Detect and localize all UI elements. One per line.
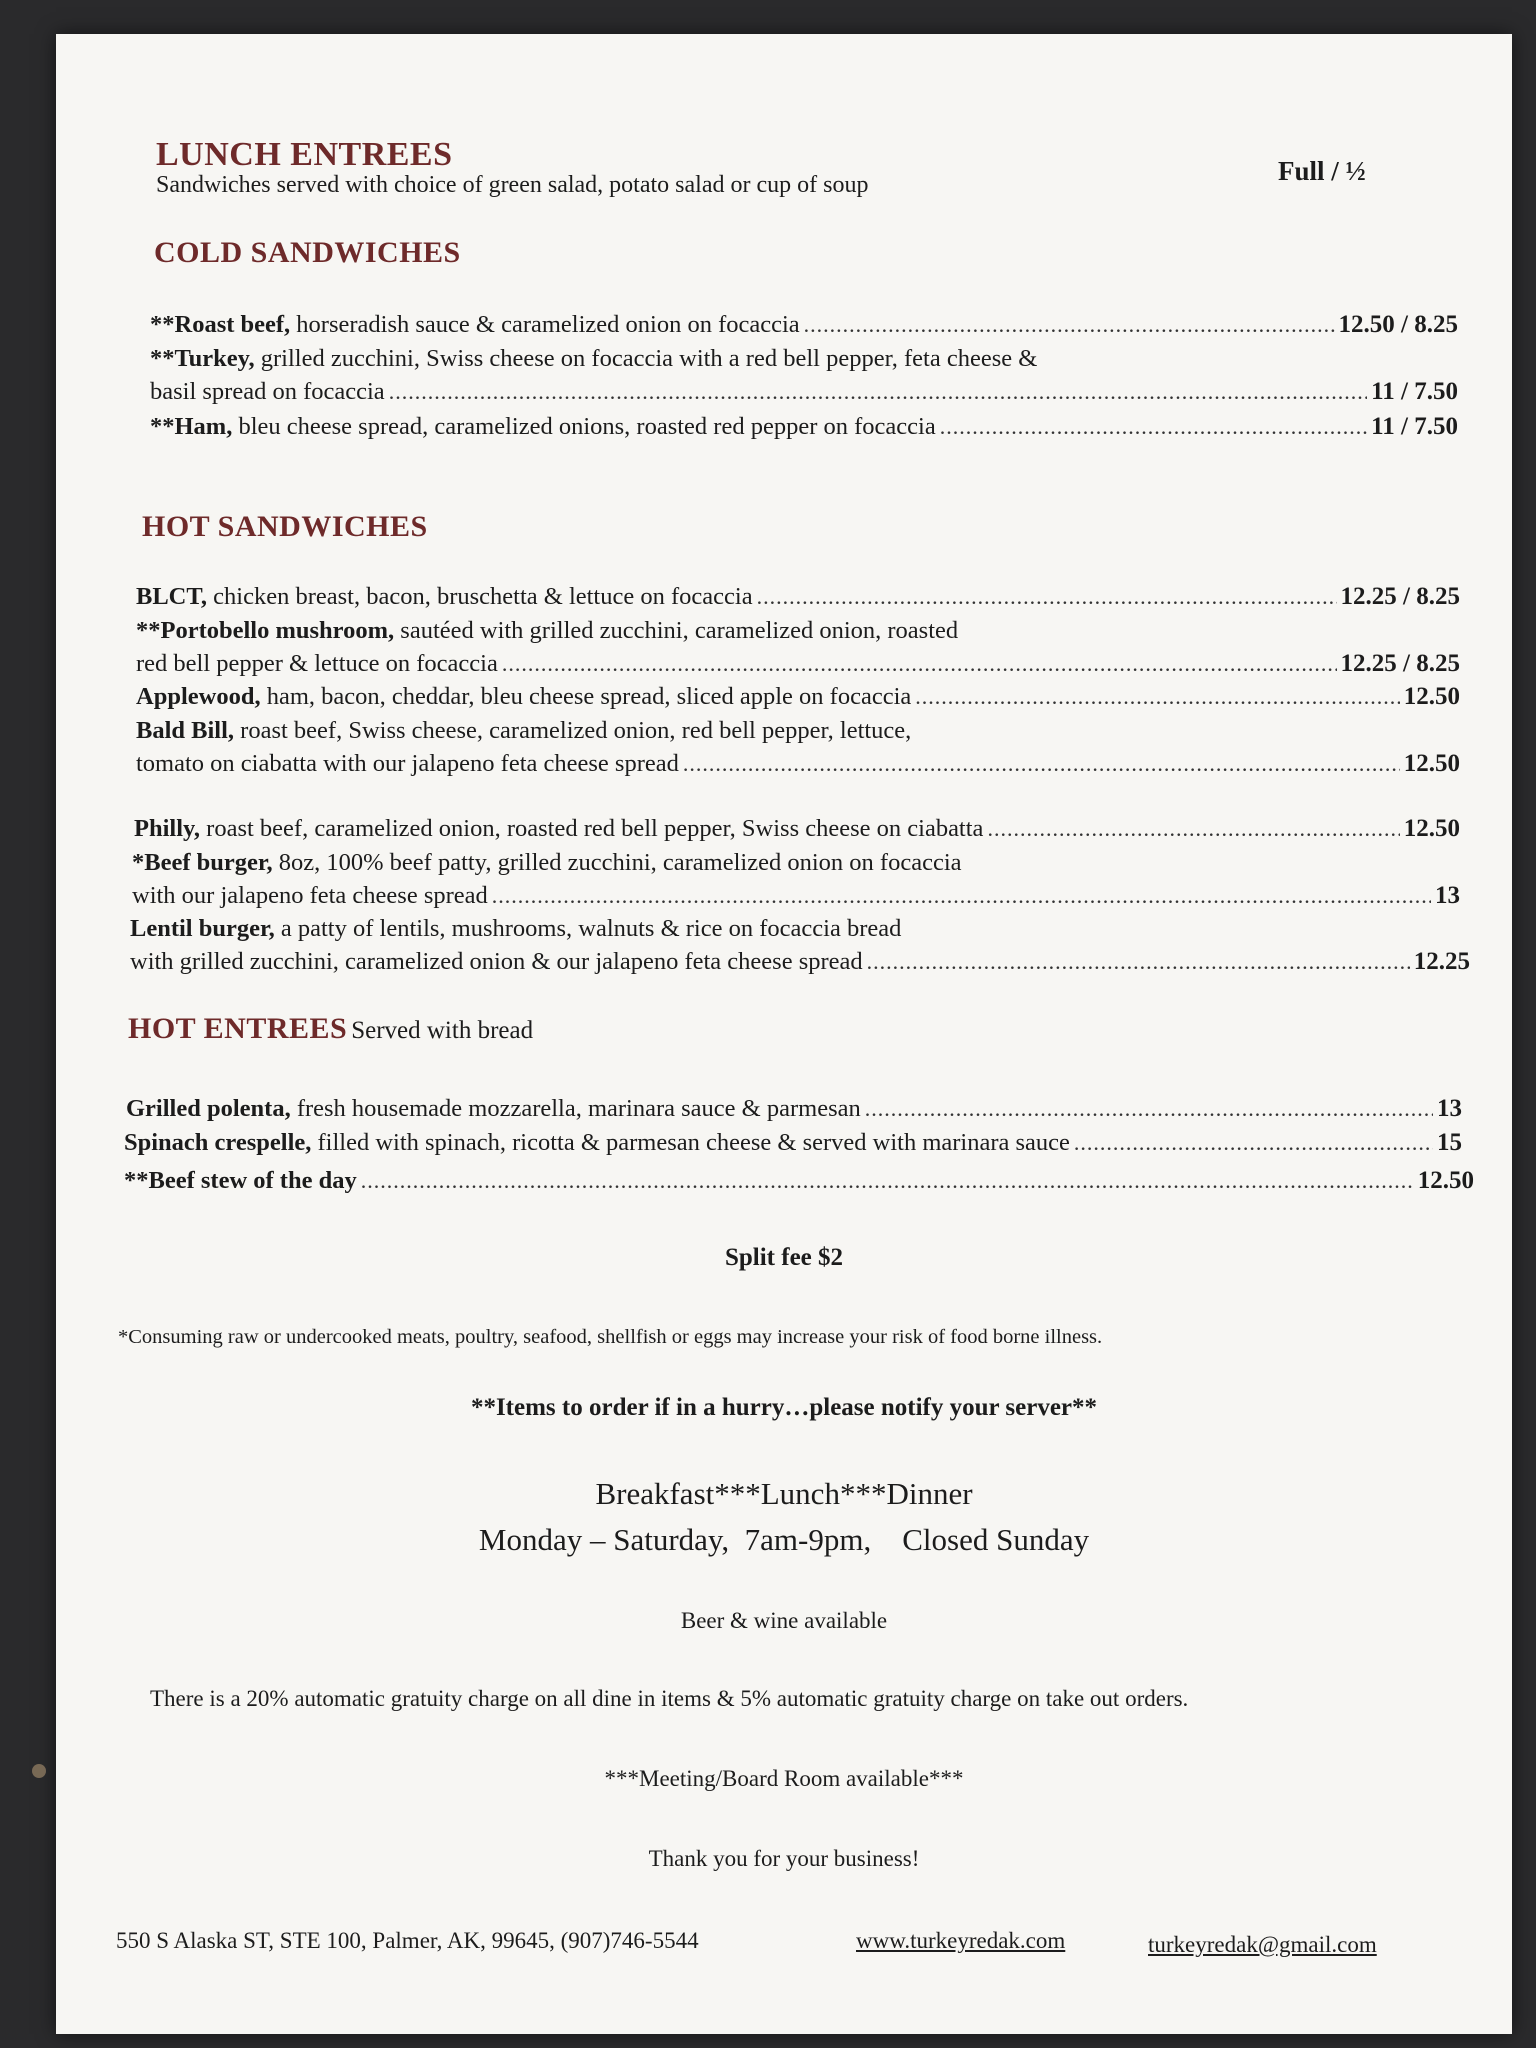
item-name: Grilled polenta, (126, 1095, 291, 1122)
item-description-cont: basil spread on focaccia (150, 378, 385, 405)
item-description: chicken breast, bacon, bruschetta & lettuce on focaccia (207, 583, 753, 610)
item-description: filled with spinach, ricotta & parmesan cheese & served with marinara sauce (311, 1129, 1070, 1156)
item-price: 13 (1435, 882, 1460, 909)
email-link[interactable]: turkeyredak@gmail.com (1148, 1932, 1377, 1957)
lunch-entrees-title: LUNCH ENTREES (156, 136, 453, 173)
size-header: Full / ½ (1278, 156, 1366, 186)
hot-sandwiches-title: HOT SANDWICHES (142, 510, 428, 543)
item-price: 12.50 (1403, 750, 1460, 777)
leader-dots (865, 1092, 1433, 1125)
menu-item (136, 580, 1460, 613)
thank-you: Thank you for your business! (648, 1846, 920, 1871)
item-name: BLCT, (136, 583, 208, 610)
hot-entrees-subtitle: Served with bread (351, 1017, 534, 1044)
menu-item (124, 1126, 1462, 1159)
item-price: 12.50 (1417, 1167, 1474, 1194)
item-price: 12.25 (1413, 948, 1470, 975)
leader-dots (804, 308, 1335, 341)
menu-item (136, 614, 1460, 680)
split-fee: Split fee $2 (724, 1244, 844, 1271)
gratuity-note: There is a 20% automatic gratuity charge on all dine in items & 5% automatic gratuity charge on take out orders. (150, 1686, 1189, 1711)
menu-item (126, 1092, 1462, 1125)
leader-dots (683, 747, 1400, 780)
cold-sandwiches-title: COLD SANDWICHES (154, 236, 461, 269)
item-price: 11 / 7.50 (1371, 413, 1458, 440)
item-name: **Ham, (150, 413, 233, 440)
item-description: grilled zucchini, Swiss cheese on focaccia with a red bell pepper, feta cheese & (254, 345, 1038, 372)
leader-dots (867, 945, 1410, 978)
menu-item (134, 812, 1460, 845)
menu-item (130, 912, 1470, 978)
item-description: a patty of lentils, mushrooms, walnuts & rice on focaccia bread (274, 915, 902, 942)
leader-dots (502, 647, 1337, 680)
menu-item (132, 846, 1460, 912)
meeting-room: ***Meeting/Board Room available*** (604, 1766, 964, 1791)
item-name: **Portobello mushroom, (136, 617, 395, 644)
item-name: **Turkey, (150, 345, 255, 372)
menu-page (56, 34, 1512, 2034)
hours: Monday – Saturday, 7am-9pm, Closed Sunday (478, 1522, 1090, 1557)
leader-dots (757, 580, 1337, 613)
item-price: 11 / 7.50 (1371, 378, 1458, 405)
item-name: Lentil burger, (130, 915, 275, 942)
food-warning: *Consuming raw or undercooked meats, poultry, seafood, shellfish or eggs may increase your risk of food borne illness. (118, 1326, 1103, 1348)
hurry-note: **Items to order if in a hurry…please notify your server** (470, 1394, 1098, 1421)
leader-dots (361, 1164, 1414, 1197)
item-name: Applewood, (136, 683, 261, 710)
item-price: 12.50 (1403, 815, 1460, 842)
menu-item (124, 1164, 1474, 1197)
item-name: **Roast beef, (150, 311, 291, 338)
item-description-cont: with our jalapeno feta cheese spread (132, 882, 488, 909)
item-price: 12.50 / 8.25 (1338, 311, 1458, 338)
item-description: sautéed with grilled zucchini, caramelized onion, roasted (394, 617, 959, 644)
item-description-cont: tomato on ciabatta with our jalapeno feta cheese spread (136, 750, 679, 777)
item-name: **Beef stew of the day (124, 1167, 357, 1194)
item-description: horseradish sauce & caramelized onion on focaccia (290, 311, 800, 338)
menu-item (150, 308, 1458, 341)
leader-dots (1074, 1126, 1433, 1159)
item-description: ham, bacon, cheddar, bleu cheese spread, sliced apple on focaccia (260, 683, 912, 710)
beer-wine: Beer & wine available (680, 1608, 888, 1633)
address: 550 S Alaska ST, STE 100, Palmer, AK, 99645, (907)746-5544 (116, 1928, 699, 1953)
hot-entrees-title: HOT ENTREES (128, 1012, 348, 1045)
item-price: 12.25 / 8.25 (1340, 650, 1460, 677)
item-price: 13 (1437, 1095, 1462, 1122)
item-description: roast beef, caramelized onion, roasted red bell pepper, Swiss cheese on ciabatta (200, 815, 984, 842)
item-price: 15 (1437, 1129, 1462, 1156)
website-link[interactable]: www.turkeyredak.com (856, 1928, 1066, 1953)
item-price: 12.50 (1403, 683, 1460, 710)
leader-dots (389, 375, 1367, 408)
meals-served: Breakfast***Lunch***Dinner (595, 1476, 973, 1511)
item-description: 8oz, 100% beef patty, grilled zucchini, caramelized onion on focaccia (272, 849, 962, 876)
item-price: 12.25 / 8.25 (1340, 583, 1460, 610)
item-description: bleu cheese spread, caramelized onions, roasted red pepper on focaccia (232, 413, 936, 440)
item-name: Bald Bill, (136, 717, 235, 744)
leader-dots (915, 680, 1399, 713)
lunch-entrees-subtitle: Sandwiches served with choice of green salad, potato salad or cup of soup (156, 172, 869, 198)
item-description: roast beef, Swiss cheese, caramelized onion, red bell pepper, lettuce, (234, 717, 912, 744)
leader-dots (492, 879, 1431, 912)
item-name: Spinach crespelle, (124, 1129, 312, 1156)
item-description-cont: with grilled zucchini, caramelized onion & our jalapeno feta cheese spread (130, 948, 863, 975)
item-name: Philly, (134, 815, 201, 842)
leader-dots (940, 410, 1367, 443)
leader-dots (987, 812, 1399, 845)
hot-entrees-header (128, 1012, 533, 1046)
menu-item (136, 680, 1460, 713)
menu-item (136, 714, 1460, 780)
menu-item (150, 410, 1458, 443)
menu-item (150, 342, 1458, 408)
item-description: fresh housemade mozzarella, marinara sauce & parmesan (290, 1095, 861, 1122)
item-description-cont: red bell pepper & lettuce on focaccia (136, 650, 498, 677)
item-name: *Beef burger, (132, 849, 273, 876)
paper-stain (32, 1764, 46, 1778)
